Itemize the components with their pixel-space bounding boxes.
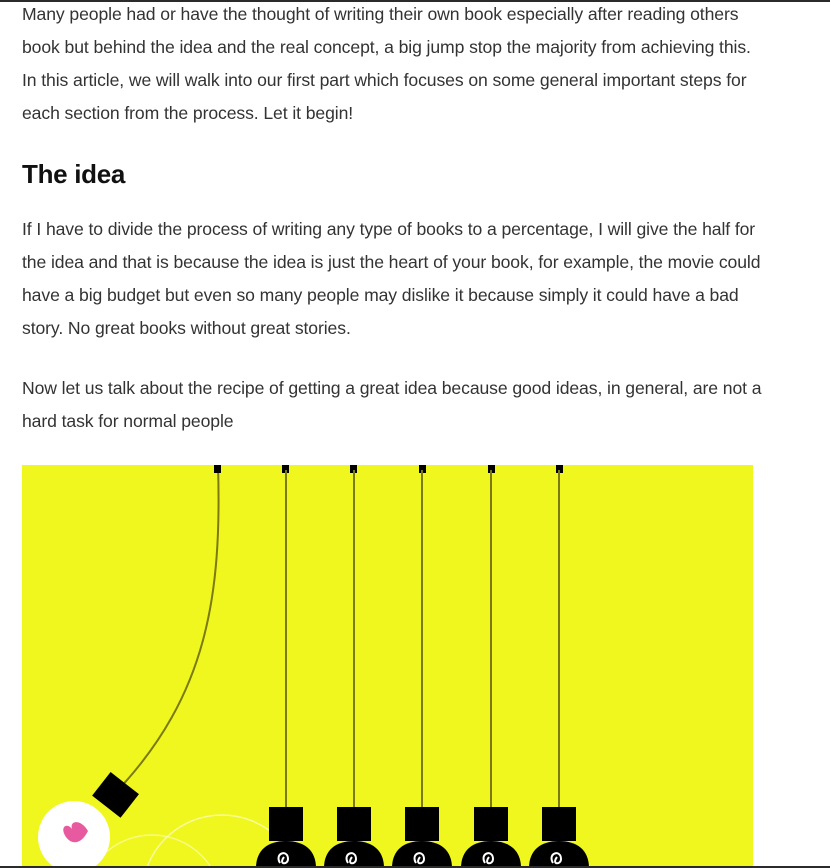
resting-bulb [324, 807, 384, 868]
resting-bulb [529, 807, 589, 868]
recipe-paragraph: Now let us talk about the recipe of getting a great idea because good ideas, in general, are not a hard task for normal people [22, 378, 762, 431]
swinging-wire [118, 465, 219, 790]
article-illustration [22, 465, 753, 868]
lightbulb-cradle-illustration [22, 465, 753, 868]
resting-bulb [256, 807, 316, 868]
lit-bulb [92, 772, 139, 818]
section-heading: The idea [22, 159, 126, 189]
intro-paragraph: Many people had or have the thought of writing their own book especially after reading others book but behind the idea and the real concept, a big jump stop the majority from achieving this. In this article, we will walk into our first part which focuses on some general important steps for each section from the process. Let it begin! [22, 4, 751, 123]
resting-bulb [392, 807, 452, 868]
resting-bulb [461, 807, 521, 868]
idea-paragraph: If I have to divide the process of writing any type of books to a percentage, I will give the half for the idea and that is because the idea is just the heart of your book, for example, the movie could have a big budget but even so many people may dislike it because simply it could have a bad story. No great books without great stories. [22, 219, 761, 338]
wire-cap [214, 465, 221, 473]
